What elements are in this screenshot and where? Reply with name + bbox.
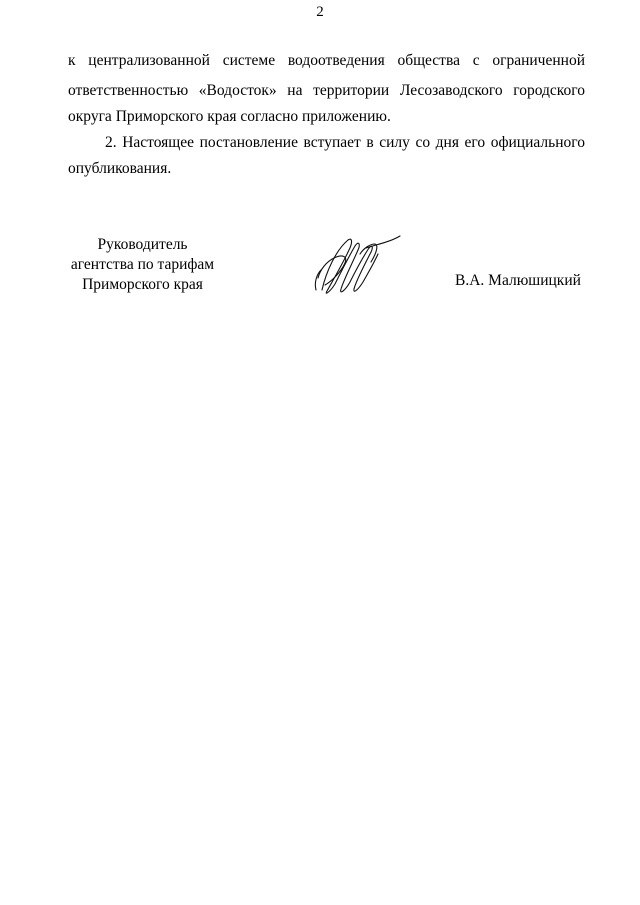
signer-position-line-3: Приморского края [82,276,203,293]
signer-name: В.А. Малюшицкий [455,272,581,289]
signer-position-line-2: агентства по тарифам [70,256,215,273]
paragraph-1 [68,51,585,125]
handwritten-signature [308,232,404,298]
paragraph-1-line-3: округа Приморского края согласно приложению. [68,108,391,125]
paragraph-2 [68,133,585,183]
paragraph-2-line-1: 2. Настоящее постановление вступает в силу со дня его официального [105,134,585,151]
signer-position-line-1: Руководитель [97,236,188,253]
paragraph-1-line-1: к централизованной системе водоотведения общества с ограниченной [68,52,585,69]
signer-position [55,235,230,295]
paragraph-2-line-2: опубликования. [68,160,172,177]
paragraph-1-line-2: ответственностью «Водосток» на территории Лесозаводского городского [68,82,585,99]
page-number: 2 [316,4,324,20]
